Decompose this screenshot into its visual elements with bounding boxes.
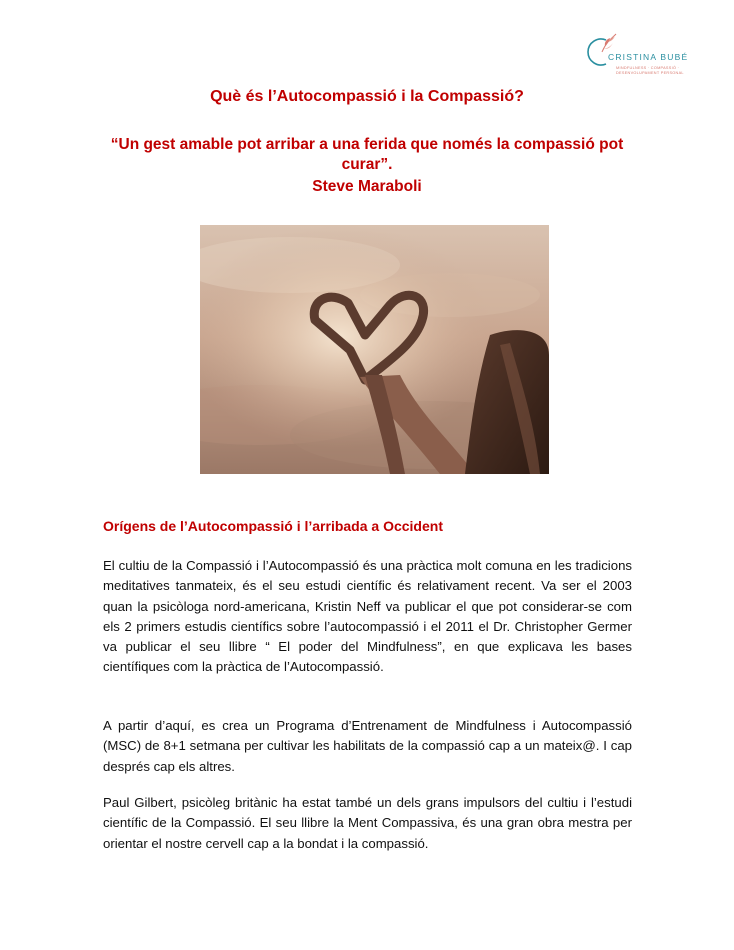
quote-text: “Un gest amable pot arribar a una ferida que només la compassió pot curar”. [110, 136, 624, 173]
section-heading: Orígens de l’Autocompassió i l’arribada a Occident [103, 518, 443, 534]
page-title: Què és l’Autocompassió i la Compassió? [210, 88, 524, 105]
paragraph-origins: El cultiu de la Compassió i l’Autocompassió és una pràctica molt comuna en les tradicions meditatives tanmateix, és el seu estudi científic és relativament recent. Va ser el 2003 quan la psicòloga nord-americana, Kristin Neff va publicar el que pot considerar-se com els 2 primers estudis científics sobre l’autocompassió i el 2011 el Dr. Christopher Germer va publicar el seu llibre “ El poder del Mindfulness”, en que explicava les bases científiques com la pràctica de l’Autocompassió. [103, 558, 632, 675]
logo-name: CRISTINA BUBÉ [608, 52, 689, 62]
brand-logo [582, 28, 702, 78]
leaf-c-logo-icon [582, 30, 618, 70]
heart-hands-photo [200, 225, 549, 474]
quote-author: Steve Maraboli [312, 178, 422, 195]
logo-tagline: MINDFULNESS · COMPASSIÓ · DESENVOLUPAMENT PERSONAL [616, 66, 684, 75]
paragraph-msc-program: A partir d’aquí, es crea un Programa d’Entrenament de Mindfulness i Autocompassió (MSC) de 8+1 setmana per cultivar les habilitats de la compassió cap a un mateix@. I cap després cap els altres. [103, 718, 632, 774]
paragraph-paul-gilbert: Paul Gilbert, psicòleg britànic ha estat també un dels grans impulsors del cultiu i l’estudi científic de la Compassió. El seu llibre la Ment Compassiva, és una gran obra mestra per orientar el nostre cervell cap a la bondat i la compassió. [103, 795, 632, 851]
